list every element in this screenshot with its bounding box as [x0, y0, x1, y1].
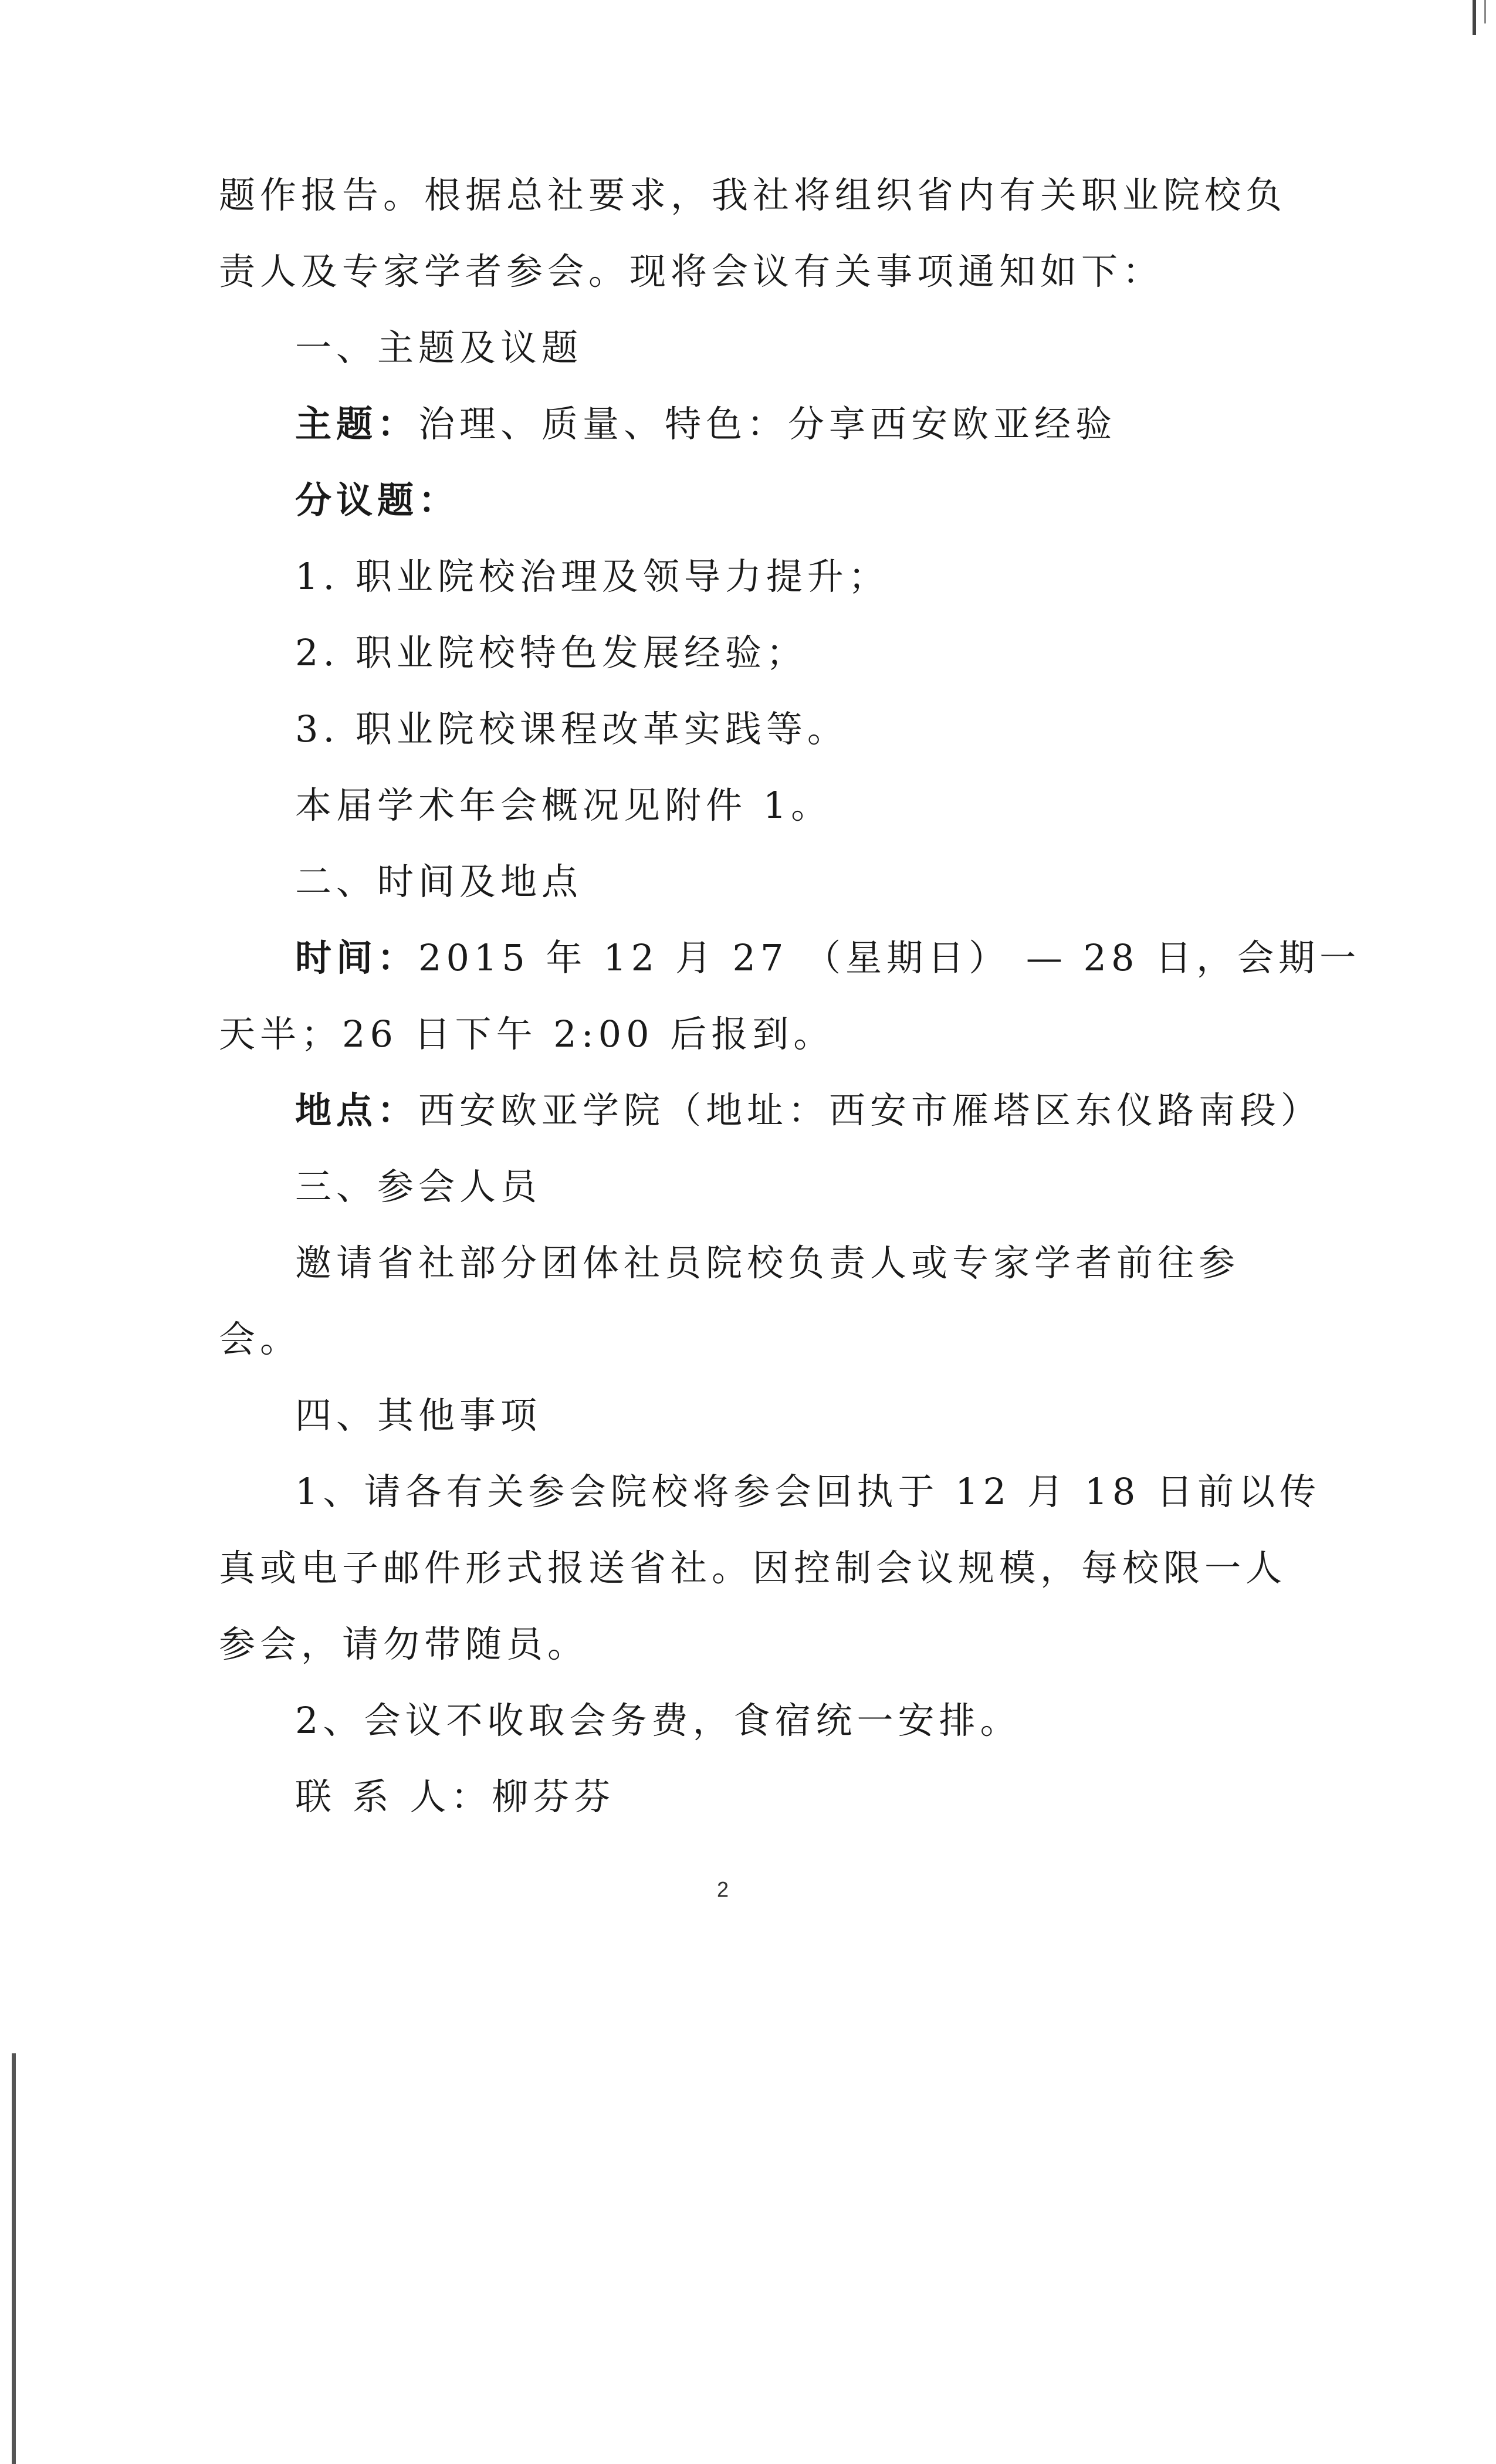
time-label: 时间：: [295, 936, 419, 979]
scan-edge-mark: [1484, 0, 1486, 23]
contact-line: 联 系 人：柳芬芬: [295, 1775, 615, 1818]
paragraph-line: 邀请省社部分团体社员院校负责人或专家学者前往参: [295, 1241, 1240, 1284]
paragraph-line: 1、请各有关参会院校将参会回执于 12 月 18 日前以传: [295, 1470, 1321, 1513]
time-text: 2015 年 12 月 27 （星期日） — 28 日，会期一: [418, 936, 1361, 979]
subtopic-item: 3. 职业院校课程改革实践等。: [295, 708, 848, 750]
section-heading-topics: 一、主题及议题: [295, 326, 583, 369]
subtopic-item: 2. 职业院校特色发展经验；: [295, 631, 807, 674]
page-number: 2: [716, 1877, 729, 1901]
paragraph-line: 本届学术年会概况见附件 1。: [295, 784, 832, 827]
scan-edge-mark: [12, 2053, 16, 2464]
theme-line: [219, 386, 1251, 462]
section-heading-other: 四、其他事项: [295, 1394, 542, 1437]
section-heading-attendees: 三、参会人员: [295, 1165, 542, 1208]
paragraph-line: 参会，请勿带随员。: [219, 1623, 589, 1666]
paragraph-line: 2、会议不收取会务费，食宿统一安排。: [295, 1699, 1021, 1742]
paragraph-line: 会。: [219, 1318, 302, 1360]
paragraph-line: 天半；26 日下午 2:00 后报到。: [219, 1013, 835, 1055]
subtopics-heading: [219, 462, 1251, 539]
location-line: [219, 1072, 1322, 1149]
paragraph-line: 责人及专家学者参会。现将会议有关事项通知如下：: [219, 250, 1164, 293]
subtopics-label: 分议题：: [295, 479, 460, 522]
theme-label: 主题：: [295, 402, 419, 445]
location-text: 西安欧亚学院（地址：西安市雁塔区东仪路南段）: [418, 1089, 1322, 1132]
theme-text: 治理、质量、特色：分享西安欧亚经验: [418, 402, 1117, 445]
document-body: [219, 157, 1361, 1835]
location-label: 地点：: [295, 1089, 419, 1132]
time-line: [219, 920, 1361, 996]
scan-edge-mark: [1473, 0, 1476, 35]
paragraph-line: 题作报告。根据总社要求，我社将组织省内有关职业院校负: [219, 174, 1287, 216]
paragraph-line: 真或电子邮件形式报送省社。因控制会议规模，每校限一人: [219, 1546, 1287, 1589]
section-heading-time-place: 二、时间及地点: [295, 860, 583, 903]
subtopic-item: 1. 职业院校治理及领导力提升；: [295, 555, 889, 598]
